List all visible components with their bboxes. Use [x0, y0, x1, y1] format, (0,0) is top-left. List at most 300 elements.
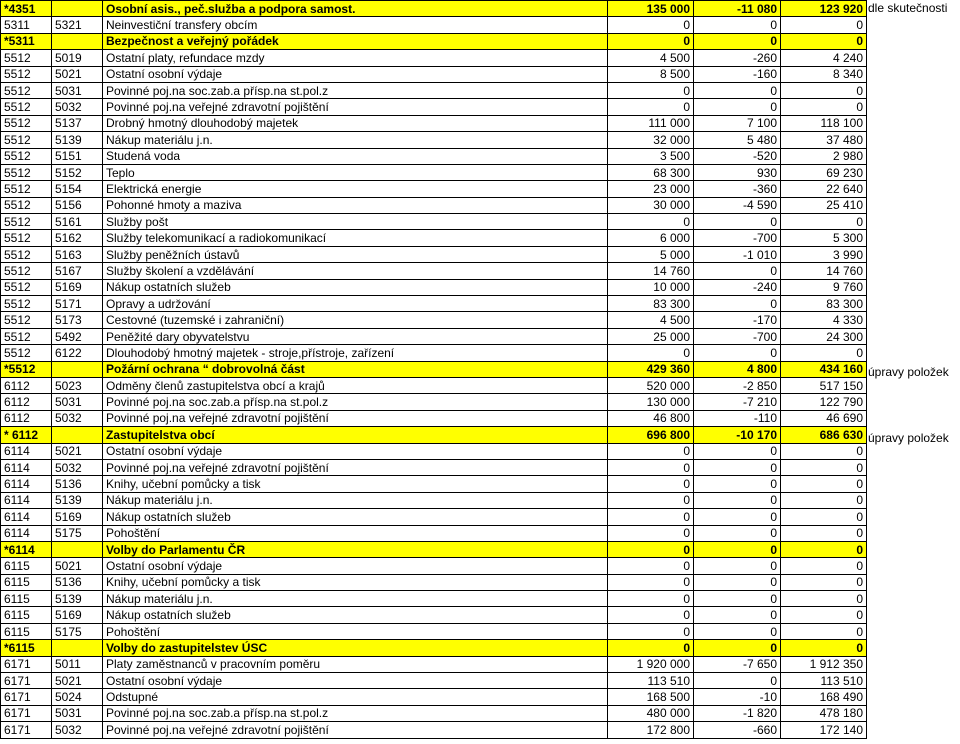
cell-budget[interactable]: 130 000 [608, 394, 694, 410]
cell-description[interactable]: Opravy a udržování [103, 296, 608, 312]
cell-budget[interactable]: 135 000 [608, 1, 694, 17]
cell-adjusted[interactable]: 0 [781, 558, 867, 574]
cell-budget[interactable]: 429 360 [608, 361, 694, 377]
table-row [1, 246, 867, 262]
cell-change[interactable]: 0 [694, 574, 781, 590]
cell-adjusted[interactable]: 0 [781, 591, 867, 607]
cell-budget[interactable]: 168 500 [608, 689, 694, 705]
cell-item[interactable]: 5032 [52, 410, 103, 426]
cell-paragraph[interactable]: 5512 [1, 99, 52, 115]
cell-paragraph[interactable]: 5512 [1, 328, 52, 344]
cell-paragraph[interactable]: 5512 [1, 279, 52, 295]
cell-adjusted[interactable]: 0 [781, 214, 867, 230]
cell-item[interactable] [52, 427, 103, 443]
cell-adjusted[interactable]: 5 300 [781, 230, 867, 246]
cell-paragraph[interactable]: 5512 [1, 296, 52, 312]
cell-adjusted[interactable]: 0 [781, 99, 867, 115]
cell-change[interactable]: 0 [694, 99, 781, 115]
cell-description[interactable]: Elektrická energie [103, 181, 608, 197]
cell-description[interactable]: Pohoštění [103, 525, 608, 541]
cell-description[interactable]: Povinné poj.na soc.zab.a přísp.na st.pol.z [103, 394, 608, 410]
cell-adjusted[interactable]: 3 990 [781, 246, 867, 262]
cell-change[interactable]: -10 170 [694, 427, 781, 443]
cell-adjusted[interactable]: 123 920 [781, 1, 867, 17]
cell-change[interactable]: 0 [694, 591, 781, 607]
cell-description[interactable]: Povinné poj.na veřejné zdravotní pojištění [103, 99, 608, 115]
cell-item[interactable]: 6122 [52, 345, 103, 361]
cell-description[interactable]: Služby telekomunikací a radiokomunikací [103, 230, 608, 246]
cell-budget[interactable]: 0 [608, 558, 694, 574]
cell-adjusted[interactable]: 22 640 [781, 181, 867, 197]
cell-budget[interactable]: 30 000 [608, 197, 694, 213]
cell-budget[interactable]: 0 [608, 525, 694, 541]
cell-change[interactable]: 0 [694, 558, 781, 574]
cell-change[interactable]: -1 010 [694, 246, 781, 262]
cell-adjusted[interactable]: 69 230 [781, 164, 867, 180]
cell-budget[interactable]: 14 760 [608, 263, 694, 279]
cell-item[interactable]: 5023 [52, 377, 103, 393]
table-row [1, 328, 867, 344]
cell-item[interactable]: 5021 [52, 66, 103, 82]
cell-item[interactable]: 5024 [52, 689, 103, 705]
cell-item[interactable]: 5161 [52, 214, 103, 230]
cell-budget[interactable]: 520 000 [608, 377, 694, 393]
cell-budget[interactable]: 4 500 [608, 312, 694, 328]
table-row [1, 132, 867, 148]
cell-budget[interactable]: 0 [608, 82, 694, 98]
cell-paragraph[interactable]: 6115 [1, 591, 52, 607]
cell-description[interactable]: Volby do zastupitelstev ÚSC [103, 640, 608, 656]
cell-change[interactable]: -7 650 [694, 656, 781, 672]
cell-paragraph[interactable]: *6115 [1, 640, 52, 656]
cell-paragraph[interactable]: 5512 [1, 148, 52, 164]
cell-change[interactable]: 0 [694, 640, 781, 656]
cell-description[interactable]: Ostatní osobní výdaje [103, 673, 608, 689]
row-note: úpravy položek [868, 430, 949, 445]
cell-budget[interactable]: 0 [608, 607, 694, 623]
budget-table-body [1, 1, 867, 739]
cell-description[interactable]: Služby pošt [103, 214, 608, 230]
cell-item[interactable]: 5169 [52, 509, 103, 525]
cell-budget[interactable]: 0 [608, 574, 694, 590]
cell-paragraph[interactable]: 6114 [1, 476, 52, 492]
cell-paragraph[interactable]: 5512 [1, 115, 52, 131]
cell-adjusted[interactable]: 25 410 [781, 197, 867, 213]
cell-description[interactable]: Studená voda [103, 148, 608, 164]
cell-paragraph[interactable]: *4351 [1, 1, 52, 17]
table-row [1, 197, 867, 213]
table-row-subtotal [1, 541, 867, 557]
cell-paragraph[interactable]: 6171 [1, 689, 52, 705]
cell-adjusted[interactable]: 0 [781, 459, 867, 475]
cell-adjusted[interactable]: 686 630 [781, 427, 867, 443]
cell-change[interactable]: 930 [694, 164, 781, 180]
cell-adjusted[interactable]: 83 300 [781, 296, 867, 312]
cell-paragraph[interactable]: 6171 [1, 656, 52, 672]
cell-paragraph[interactable]: 6114 [1, 443, 52, 459]
cell-change[interactable]: 0 [694, 525, 781, 541]
cell-adjusted[interactable]: 0 [781, 574, 867, 590]
cell-change[interactable]: -520 [694, 148, 781, 164]
cell-adjusted[interactable]: 0 [781, 607, 867, 623]
table-row [1, 705, 867, 721]
cell-paragraph[interactable]: * 6112 [1, 427, 52, 443]
cell-item[interactable]: 5032 [52, 99, 103, 115]
cell-paragraph[interactable]: 5512 [1, 164, 52, 180]
cell-budget[interactable]: 480 000 [608, 705, 694, 721]
cell-item[interactable]: 5173 [52, 312, 103, 328]
cell-description[interactable]: Neinvestiční transfery obcím [103, 17, 608, 33]
cell-item[interactable]: 5152 [52, 164, 103, 180]
cell-description[interactable]: Bezpečnost a veřejný pořádek [103, 33, 608, 49]
cell-item[interactable]: 5167 [52, 263, 103, 279]
cell-change[interactable]: 0 [694, 459, 781, 475]
cell-item[interactable]: 5031 [52, 82, 103, 98]
cell-budget[interactable]: 83 300 [608, 296, 694, 312]
cell-item[interactable]: 5169 [52, 607, 103, 623]
cell-change[interactable]: -7 210 [694, 394, 781, 410]
cell-description[interactable]: Nákup ostatních služeb [103, 279, 608, 295]
cell-adjusted[interactable]: 172 140 [781, 722, 867, 738]
cell-item[interactable]: 5139 [52, 492, 103, 508]
cell-adjusted[interactable]: 0 [781, 476, 867, 492]
cell-description[interactable]: Ostatní osobní výdaje [103, 558, 608, 574]
cell-budget[interactable]: 0 [608, 33, 694, 49]
cell-item[interactable] [52, 33, 103, 49]
cell-adjusted[interactable]: 46 690 [781, 410, 867, 426]
cell-budget[interactable]: 8 500 [608, 66, 694, 82]
cell-paragraph[interactable]: 6115 [1, 558, 52, 574]
cell-change[interactable]: -1 820 [694, 705, 781, 721]
cell-budget[interactable]: 0 [608, 459, 694, 475]
cell-item[interactable]: 5021 [52, 443, 103, 459]
cell-adjusted[interactable]: 2 980 [781, 148, 867, 164]
cell-adjusted[interactable]: 37 480 [781, 132, 867, 148]
cell-adjusted[interactable]: 517 150 [781, 377, 867, 393]
cell-description[interactable]: Odstupné [103, 689, 608, 705]
table-row [1, 312, 867, 328]
row-note: dle skutečnosti [868, 1, 948, 15]
cell-adjusted[interactable]: 4 240 [781, 50, 867, 66]
cell-description[interactable]: Povinné poj.na veřejné zdravotní pojištění [103, 410, 608, 426]
cell-paragraph[interactable]: 6112 [1, 410, 52, 426]
cell-adjusted[interactable]: 434 160 [781, 361, 867, 377]
table-row [1, 525, 867, 541]
cell-change[interactable]: 0 [694, 443, 781, 459]
cell-budget[interactable]: 111 000 [608, 115, 694, 131]
cell-change[interactable]: 0 [694, 509, 781, 525]
cell-paragraph[interactable]: 6114 [1, 525, 52, 541]
cell-item[interactable]: 5321 [52, 17, 103, 33]
cell-item[interactable] [52, 541, 103, 557]
cell-change[interactable]: 0 [694, 82, 781, 98]
table-row [1, 689, 867, 705]
cell-adjusted[interactable]: 0 [781, 541, 867, 557]
cell-description[interactable]: Povinné poj.na soc.zab.a přísp.na st.pol.z [103, 705, 608, 721]
cell-adjusted[interactable]: 0 [781, 33, 867, 49]
cell-paragraph[interactable]: 5512 [1, 246, 52, 262]
cell-item[interactable]: 5137 [52, 115, 103, 131]
cell-description[interactable]: Knihy, učební pomůcky a tisk [103, 476, 608, 492]
cell-budget[interactable]: 23 000 [608, 181, 694, 197]
cell-change[interactable]: -2 850 [694, 377, 781, 393]
cell-budget[interactable]: 0 [608, 591, 694, 607]
cell-change[interactable]: -700 [694, 230, 781, 246]
cell-paragraph[interactable]: 6112 [1, 394, 52, 410]
cell-description[interactable]: Nákup materiálu j.n. [103, 132, 608, 148]
cell-paragraph[interactable]: 5512 [1, 345, 52, 361]
cell-description[interactable]: Cestovné (tuzemské i zahraniční) [103, 312, 608, 328]
cell-item[interactable] [52, 361, 103, 377]
cell-change[interactable]: -4 590 [694, 197, 781, 213]
cell-description[interactable]: Povinné poj.na veřejné zdravotní pojištění [103, 722, 608, 738]
cell-paragraph[interactable]: 5512 [1, 312, 52, 328]
cell-budget[interactable]: 32 000 [608, 132, 694, 148]
table-row [1, 623, 867, 639]
cell-item[interactable]: 5139 [52, 591, 103, 607]
table-row [1, 279, 867, 295]
cell-description[interactable]: Drobný hmotný dlouhodobý majetek [103, 115, 608, 131]
cell-budget[interactable]: 10 000 [608, 279, 694, 295]
cell-description[interactable]: Nákup ostatních služeb [103, 607, 608, 623]
cell-budget[interactable]: 0 [608, 443, 694, 459]
table-row [1, 459, 867, 475]
cell-description[interactable]: Povinné poj.na soc.zab.a přísp.na st.pol.z [103, 82, 608, 98]
cell-change[interactable]: 4 800 [694, 361, 781, 377]
table-row-subtotal [1, 427, 867, 443]
cell-adjusted[interactable]: 122 790 [781, 394, 867, 410]
cell-paragraph[interactable]: 5512 [1, 50, 52, 66]
cell-budget[interactable]: 0 [608, 623, 694, 639]
cell-change[interactable]: 0 [694, 263, 781, 279]
cell-description[interactable]: Teplo [103, 164, 608, 180]
cell-item[interactable]: 5162 [52, 230, 103, 246]
cell-paragraph[interactable]: 6114 [1, 492, 52, 508]
cell-budget[interactable]: 46 800 [608, 410, 694, 426]
cell-budget[interactable]: 3 500 [608, 148, 694, 164]
cell-adjusted[interactable]: 1 912 350 [781, 656, 867, 672]
cell-item[interactable]: 5175 [52, 623, 103, 639]
cell-item[interactable]: 5031 [52, 705, 103, 721]
cell-change[interactable]: 0 [694, 33, 781, 49]
cell-paragraph[interactable]: 6171 [1, 705, 52, 721]
cell-change[interactable]: -660 [694, 722, 781, 738]
cell-change[interactable]: 0 [694, 607, 781, 623]
cell-description[interactable]: Ostatní platy, refundace mzdy [103, 50, 608, 66]
table-row [1, 673, 867, 689]
cell-budget[interactable]: 25 000 [608, 328, 694, 344]
cell-adjusted[interactable]: 118 100 [781, 115, 867, 131]
cell-change[interactable]: 0 [694, 673, 781, 689]
cell-description[interactable]: Osobní asis., peč.služba a podpora samost. [103, 1, 608, 17]
cell-change[interactable]: 0 [694, 476, 781, 492]
cell-item[interactable]: 5492 [52, 328, 103, 344]
cell-budget[interactable]: 1 920 000 [608, 656, 694, 672]
cell-description[interactable]: Nákup ostatních služeb [103, 509, 608, 525]
cell-budget[interactable]: 0 [608, 640, 694, 656]
cell-item[interactable]: 5139 [52, 132, 103, 148]
cell-budget[interactable]: 0 [608, 541, 694, 557]
table-row [1, 558, 867, 574]
cell-budget[interactable]: 5 000 [608, 246, 694, 262]
cell-description[interactable]: Zastupitelstva obcí [103, 427, 608, 443]
cell-paragraph[interactable]: 5512 [1, 132, 52, 148]
cell-adjusted[interactable]: 9 760 [781, 279, 867, 295]
cell-budget[interactable]: 0 [608, 345, 694, 361]
table-row [1, 394, 867, 410]
cell-budget[interactable]: 0 [608, 99, 694, 115]
table-row [1, 66, 867, 82]
cell-paragraph[interactable]: 6115 [1, 623, 52, 639]
cell-paragraph[interactable]: 6115 [1, 574, 52, 590]
cell-adjusted[interactable]: 0 [781, 82, 867, 98]
table-row [1, 492, 867, 508]
cell-budget[interactable]: 0 [608, 509, 694, 525]
cell-description[interactable]: Ostatní osobní výdaje [103, 66, 608, 82]
cell-budget[interactable]: 0 [608, 214, 694, 230]
cell-description[interactable]: Služby peněžních ústavů [103, 246, 608, 262]
cell-change[interactable]: 0 [694, 345, 781, 361]
cell-description[interactable]: Služby školení a vzdělávání [103, 263, 608, 279]
cell-change[interactable]: 5 480 [694, 132, 781, 148]
cell-item[interactable]: 5021 [52, 558, 103, 574]
cell-paragraph[interactable]: 6171 [1, 673, 52, 689]
table-row [1, 214, 867, 230]
cell-paragraph[interactable]: 5512 [1, 181, 52, 197]
cell-item[interactable]: 5136 [52, 574, 103, 590]
cell-item[interactable]: 5032 [52, 722, 103, 738]
cell-item[interactable]: 5156 [52, 197, 103, 213]
cell-item[interactable]: 5019 [52, 50, 103, 66]
cell-item[interactable]: 5163 [52, 246, 103, 262]
cell-description[interactable]: Ostatní osobní výdaje [103, 443, 608, 459]
cell-paragraph[interactable]: 6171 [1, 722, 52, 738]
cell-adjusted[interactable]: 168 490 [781, 689, 867, 705]
cell-paragraph[interactable]: 5311 [1, 17, 52, 33]
cell-paragraph[interactable]: *6114 [1, 541, 52, 557]
table-row [1, 410, 867, 426]
cell-item[interactable]: 5151 [52, 148, 103, 164]
cell-description[interactable]: Knihy, učební pomůcky a tisk [103, 574, 608, 590]
cell-budget[interactable]: 113 510 [608, 673, 694, 689]
table-row [1, 509, 867, 525]
cell-paragraph[interactable]: 5512 [1, 66, 52, 82]
cell-item[interactable]: 5021 [52, 673, 103, 689]
cell-paragraph[interactable]: 5512 [1, 263, 52, 279]
cell-change[interactable]: -360 [694, 181, 781, 197]
cell-description[interactable]: Pohonné hmoty a maziva [103, 197, 608, 213]
cell-change[interactable]: -700 [694, 328, 781, 344]
cell-description[interactable]: Pohoštění [103, 623, 608, 639]
cell-adjusted[interactable]: 0 [781, 345, 867, 361]
cell-item[interactable]: 5011 [52, 656, 103, 672]
cell-item[interactable]: 5175 [52, 525, 103, 541]
cell-description[interactable]: Peněžité dary obyvatelstvu [103, 328, 608, 344]
cell-description[interactable]: Povinné poj.na veřejné zdravotní pojištění [103, 459, 608, 475]
cell-adjusted[interactable]: 0 [781, 525, 867, 541]
cell-budget[interactable]: 6 000 [608, 230, 694, 246]
cell-description[interactable]: Požární ochrana “ dobrovolná část [103, 361, 608, 377]
cell-adjusted[interactable]: 8 340 [781, 66, 867, 82]
cell-description[interactable]: Odměny členů zastupitelstva obcí a krajů [103, 377, 608, 393]
cell-description[interactable]: Platy zaměstnanců v pracovním poměru [103, 656, 608, 672]
cell-change[interactable]: 0 [694, 17, 781, 33]
cell-change[interactable]: 0 [694, 296, 781, 312]
cell-item[interactable]: 5136 [52, 476, 103, 492]
cell-paragraph[interactable]: 6114 [1, 459, 52, 475]
cell-description[interactable]: Nákup materiálu j.n. [103, 591, 608, 607]
cell-adjusted[interactable]: 0 [781, 623, 867, 639]
cell-change[interactable]: -240 [694, 279, 781, 295]
cell-change[interactable]: -260 [694, 50, 781, 66]
cell-change[interactable]: -160 [694, 66, 781, 82]
cell-change[interactable]: 0 [694, 214, 781, 230]
cell-item[interactable]: 5031 [52, 394, 103, 410]
cell-budget[interactable]: 0 [608, 476, 694, 492]
row-note: úpravy položek [868, 364, 949, 379]
cell-adjusted[interactable]: 0 [781, 17, 867, 33]
cell-change[interactable]: 0 [694, 541, 781, 557]
cell-change[interactable]: -10 [694, 689, 781, 705]
cell-adjusted[interactable]: 113 510 [781, 673, 867, 689]
cell-paragraph[interactable]: 5512 [1, 230, 52, 246]
cell-item[interactable]: 5032 [52, 459, 103, 475]
cell-adjusted[interactable]: 4 330 [781, 312, 867, 328]
cell-paragraph[interactable]: 5512 [1, 197, 52, 213]
cell-adjusted[interactable]: 478 180 [781, 705, 867, 721]
cell-change[interactable]: -170 [694, 312, 781, 328]
cell-paragraph[interactable]: 5512 [1, 214, 52, 230]
table-row [1, 656, 867, 672]
cell-change[interactable]: -110 [694, 410, 781, 426]
cell-adjusted[interactable]: 0 [781, 640, 867, 656]
cell-change[interactable]: 0 [694, 492, 781, 508]
cell-adjusted[interactable]: 0 [781, 443, 867, 459]
table-row [1, 17, 867, 33]
cell-adjusted[interactable]: 0 [781, 492, 867, 508]
cell-adjusted[interactable]: 24 300 [781, 328, 867, 344]
cell-paragraph[interactable]: 6114 [1, 509, 52, 525]
table-row-subtotal [1, 1, 867, 17]
cell-paragraph[interactable]: *5311 [1, 33, 52, 49]
table-row [1, 345, 867, 361]
table-row [1, 82, 867, 98]
cell-description[interactable]: Volby do Parlamentu ČR [103, 541, 608, 557]
cell-item[interactable]: 5154 [52, 181, 103, 197]
cell-paragraph[interactable]: *5512 [1, 361, 52, 377]
cell-item[interactable] [52, 1, 103, 17]
cell-budget[interactable]: 4 500 [608, 50, 694, 66]
cell-paragraph[interactable]: 6112 [1, 377, 52, 393]
cell-budget[interactable]: 0 [608, 17, 694, 33]
cell-budget[interactable]: 172 800 [608, 722, 694, 738]
cell-budget[interactable]: 696 800 [608, 427, 694, 443]
cell-description[interactable]: Dlouhodobý hmotný majetek - stroje,přístroje, zařízení [103, 345, 608, 361]
cell-description[interactable]: Nákup materiálu j.n. [103, 492, 608, 508]
cell-change[interactable]: 7 100 [694, 115, 781, 131]
cell-adjusted[interactable]: 0 [781, 509, 867, 525]
cell-item[interactable]: 5169 [52, 279, 103, 295]
cell-adjusted[interactable]: 14 760 [781, 263, 867, 279]
cell-budget[interactable]: 0 [608, 492, 694, 508]
cell-item[interactable]: 5171 [52, 296, 103, 312]
cell-budget[interactable]: 68 300 [608, 164, 694, 180]
cell-paragraph[interactable]: 6115 [1, 607, 52, 623]
cell-item[interactable] [52, 640, 103, 656]
cell-change[interactable]: 0 [694, 623, 781, 639]
cell-change[interactable]: -11 080 [694, 1, 781, 17]
cell-paragraph[interactable]: 5512 [1, 82, 52, 98]
